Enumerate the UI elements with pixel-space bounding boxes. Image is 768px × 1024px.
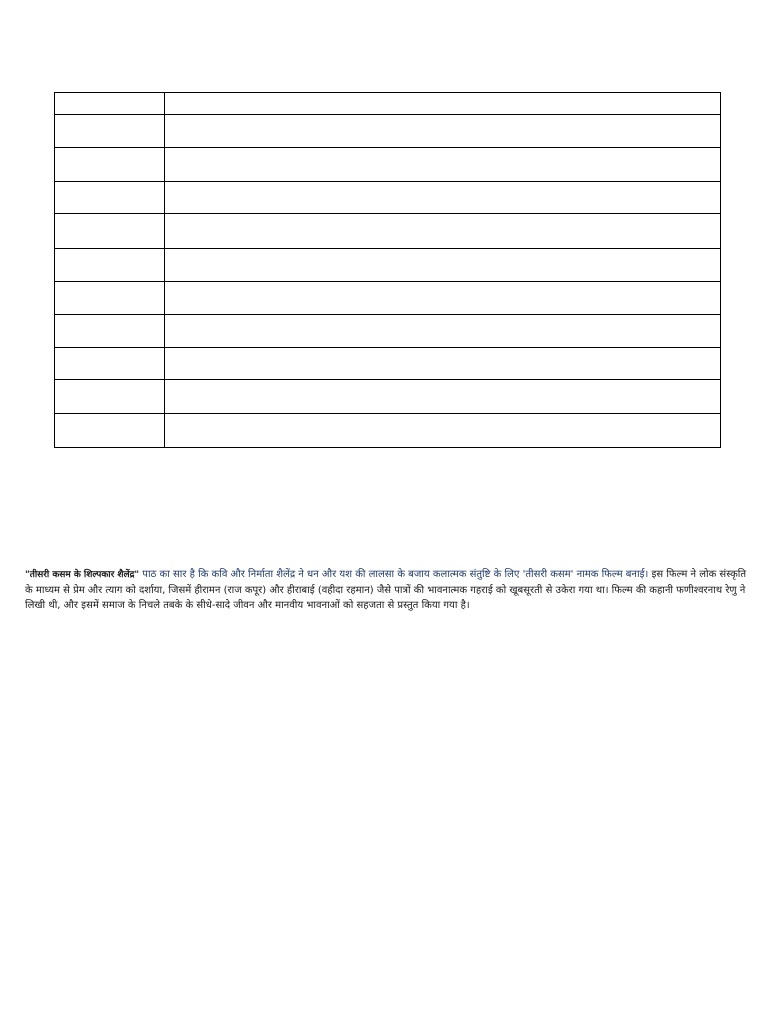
summary-body: इस फिल्म ने लोक संस्कृति के माध्यम से प्रेम और त्याग को दर्शाया, जिसमें हीरामन (राज कपूर) और हीराबाई (वहीदा रहमान) जैसे पात्रों की भावनात्मक गहराई को खूबसूरती से उकेरा गया था। फिल्म की कहानी फणीश्वरनाथ रेणु ने लिखी थी, और इसमें समाज के निचले तबके के सीधे-सादे जीवन और मानवीय भावनाओं को सहजता से प्रस्तुत किया गया है। bbox=[25, 569, 747, 611]
table-cell bbox=[165, 182, 721, 214]
table-cell bbox=[55, 380, 165, 414]
table-cell bbox=[165, 214, 721, 249]
table-cell bbox=[165, 148, 721, 182]
table-cell bbox=[165, 380, 721, 414]
lesson-title-quote: "तीसरी कसम के शिल्पकार शैलेंद्र" bbox=[25, 570, 140, 580]
table-cell bbox=[165, 115, 721, 148]
table-cell bbox=[165, 282, 721, 315]
table-row bbox=[55, 148, 721, 182]
table-cell bbox=[55, 214, 165, 249]
summary-line-one: पाठ का सार है कि कवि और निर्माता शैलेंद्र ने धन और यश की लालसा के बजाय कलात्मक संतुष्टि के लिए 'तीसरी कसम' नामक फिल्म बनाई। bbox=[139, 569, 649, 580]
table-cell bbox=[165, 249, 721, 282]
table-cell bbox=[55, 348, 165, 380]
table-body bbox=[55, 93, 721, 448]
table-row bbox=[55, 115, 721, 148]
table-cell bbox=[55, 414, 165, 448]
table-row bbox=[55, 414, 721, 448]
table-cell bbox=[165, 348, 721, 380]
table-cell bbox=[165, 315, 721, 348]
empty-table bbox=[54, 92, 721, 448]
table-cell bbox=[55, 115, 165, 148]
table-cell bbox=[165, 93, 721, 115]
table-row bbox=[55, 380, 721, 414]
table-row bbox=[55, 214, 721, 249]
table-cell bbox=[165, 414, 721, 448]
table-row bbox=[55, 249, 721, 282]
table-row bbox=[55, 315, 721, 348]
table-cell bbox=[55, 93, 165, 115]
table-cell bbox=[55, 249, 165, 282]
table-cell bbox=[55, 182, 165, 214]
table-cell bbox=[55, 282, 165, 315]
table-row bbox=[55, 348, 721, 380]
table-row bbox=[55, 282, 721, 315]
summary-paragraph bbox=[25, 567, 747, 613]
table-cell bbox=[55, 315, 165, 348]
table-cell bbox=[55, 148, 165, 182]
table-row bbox=[55, 182, 721, 214]
table-row bbox=[55, 93, 721, 115]
